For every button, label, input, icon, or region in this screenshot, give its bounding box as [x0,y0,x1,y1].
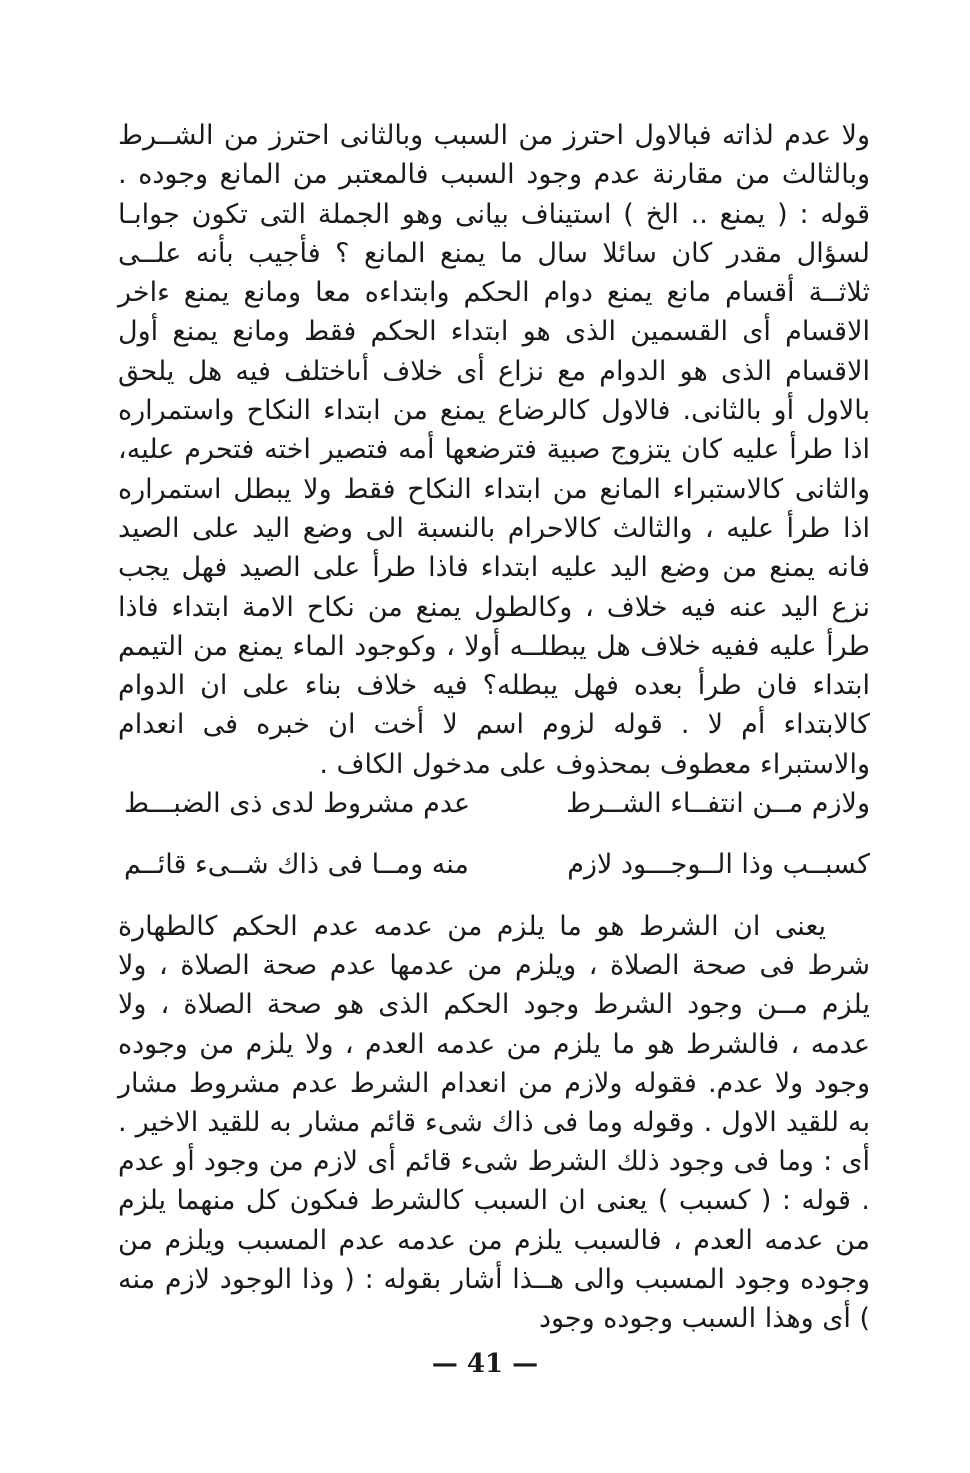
verse-1-first-hemistich: ولازم مــن انتفــاء الشــرط [566,788,870,819]
verse-2-second-hemistich: منه ومــا فى ذاك شــىء قائــم [124,849,469,880]
verse-line-2 [118,845,870,885]
verse-2-first-hemistich: كسبــب وذا الــوجـــود لازم [567,849,870,880]
page-number: — 41 — [431,1349,539,1379]
paragraph-commentary-2: يعنى ان الشرط هو ما يلزم من عدمه عدم الحكم كالطهارة شرط فى صحة الصلاة ، ويلزم من عدمها عدم صحة الصلاة ، ولا يلزم مــن وجود الشرط وجود الحكم الذى هو صحة الصلاة ، ولا عدمه ، فالشرط هو ما يلزم من عدمه العدم ، ولا يلزم من وجوده وجود ولا عدم. فقوله ولازم من انعدام الشرط عدم مشروط مشار به للقيد الاول . وقوله وما فى ذاك شىء قائم مشار به للقيد الاخير . أى : وما فى وجود ذلك الشرط شىء قائم أى لازم من وجود أو عدم . قوله : ( كسبب ) يعنى ان السبب كالشرط فىكون كل منهما يلزم من عدمه العدم ، فالسبب يلزم من عدمه عدم المسبب ويلزم من وجوده وجود المسبب والى هــذا أشار بقوله : ( وذا الوجود لازم منه ) أى وهذا السبب وجوده وجود [118,911,870,1335]
paragraph-commentary-1: ولا عدم لذاته فبالاول احترز من السبب وبالثانى احترز من الشــرط وبالثالث من مقارنة عدم وجود السبب فالمعتبر من المانع وجوده . قوله : ( يمنع .. الخ ) استيناف بيانى وهو الجملة التى تكون جوابـا لسؤال مقدر كان سائلا سال ما يمنع المانع ؟ فأجيب بأنه علــى ثلاثــة أقسام مانع يمنع دوام الحكم وابتداءه معا ومانع يمنع ءاخر الاقسام أى القسمين الذى هو ابتداء الحكم فقط ومانع يمنع أول الاقسام الذى هو الدوام مع نزاع أى خلاف أىاختلف فيه هل يلحق بالاول أو بالثانى. فالاول كالرضاع يمنع من ابتداء النكاح واستمراره اذا طرأ عليه كان يتزوج صبية فترضعها أمه فتصير اخته فتحرم عليه، والثانى كالاستبراء المانع من ابتداء النكاح فقط ولا يبطل استمراره اذا طرأ عليه ، والثالث كالاحرام بالنسبة الى وضع اليد على الصيد فانه يمنع من وضع اليد عليه ابتداء فاذا طرأ على الصيد فهل يجب نزع اليد عنه فيه خلاف ، وكالطول يمنع من نكاح الامة ابتداء فاذا طرأ عليه ففيه خلاف هل يبطلــه أولا ، وكوجود الماء يمنع من التيمم ابتداء فان طرأ بعده فهل يبطله؟ فيه خلاف بناء على ان الدوام كالابتداء أم لا . قوله لزوم اسم لا أخت ان خبره فى انعدام والاستبراء معطوف بمحذوف على مدخول الكاف . [118,120,870,780]
verse-line-1 [118,784,870,824]
verse-1-second-hemistich: عدم مشروط لدى ذى الضبـــط [124,788,471,819]
